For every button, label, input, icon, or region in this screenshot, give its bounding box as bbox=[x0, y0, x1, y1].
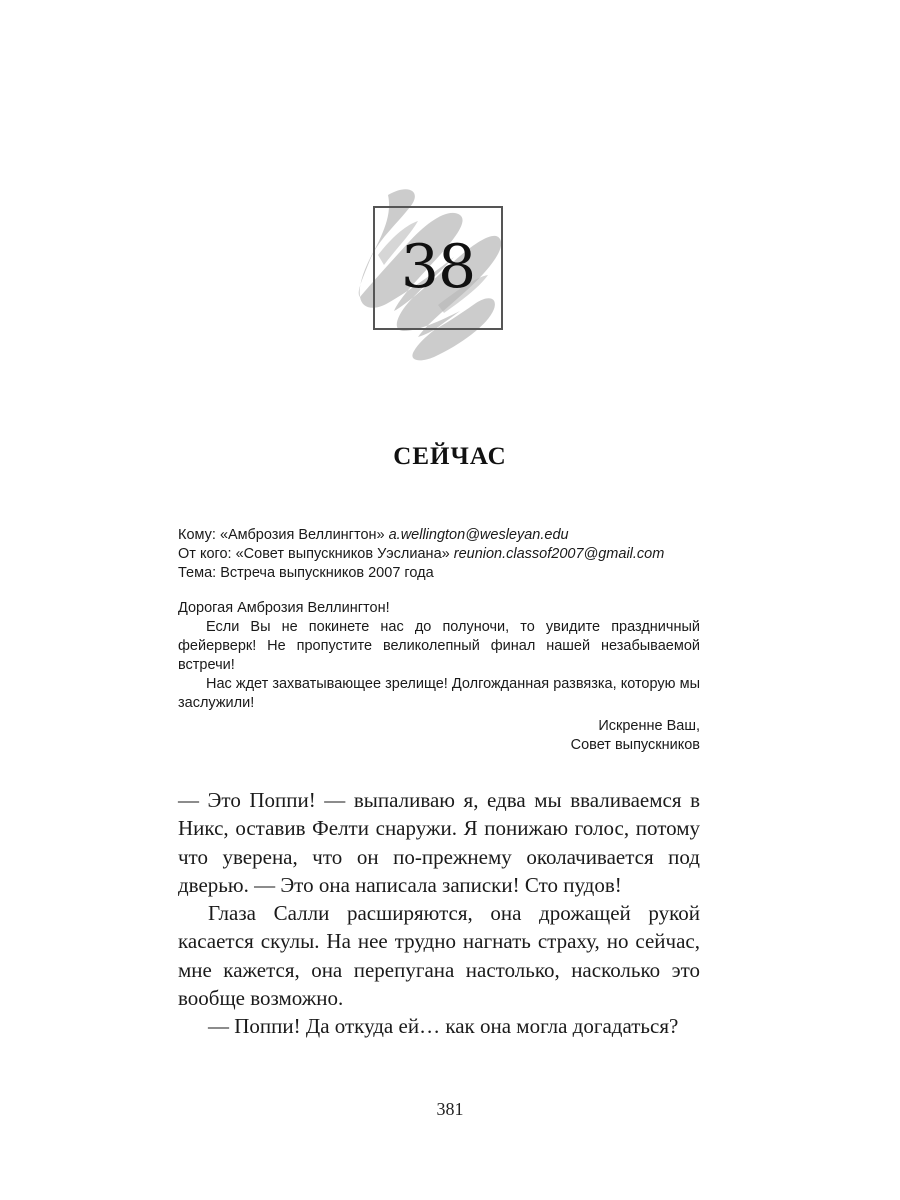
email-from-label: От кого: «Совет выпускников Уэслиана» bbox=[178, 546, 450, 562]
body-paragraph: Глаза Салли расширяются, она дрожащей рукой касается скулы. На нее трудно нагнать страху, но сейчас, мне кажется, она перепугана настолько, насколько это вообще возможно. bbox=[178, 901, 700, 1011]
chapter-title: СЕЙЧАС bbox=[393, 443, 507, 470]
page-number: 381 bbox=[436, 1099, 464, 1119]
body-paragraph: — Поппи! Да откуда ей… как она могла догадаться? bbox=[208, 1014, 679, 1039]
chapter-number: 38 bbox=[400, 232, 476, 302]
email-to-line bbox=[178, 526, 700, 545]
email-to-label: Кому: «Амброзия Веллингтон» bbox=[178, 527, 385, 543]
email-subject: Тема: Встреча выпускников 2007 года bbox=[178, 565, 434, 581]
body-text bbox=[178, 786, 700, 1041]
email-from-address: reunion.classof2007@gmail.com bbox=[453, 546, 665, 562]
email-paragraph: Если Вы не покинете нас до полуночи, то увидите праздничный фейерверк! Не пропустите великолепный финал нашей незабываемой встречи! bbox=[178, 619, 700, 673]
email-to-address: a.wellington@wesleyan.edu bbox=[388, 527, 569, 543]
email-greeting: Дорогая Амброзия Веллингтон! bbox=[178, 600, 390, 616]
email-block bbox=[178, 526, 700, 755]
email-from-line bbox=[178, 545, 700, 564]
email-signoff: Искренне Ваш, bbox=[598, 718, 700, 734]
email-paragraph: Нас ждет захватывающее зрелище! Долгожданная развязка, которую мы заслужили! bbox=[178, 676, 700, 711]
body-paragraph: — Это Поппи! — выпаливаю я, едва мы вваливаемся в Никс, оставив Фелти снаружи. Я понижаю голос, потому что уверена, что он по-прежнему околачивается под дверью. — Это она написала записки! Сто пудов! bbox=[178, 788, 700, 897]
email-signature: Совет выпускников bbox=[570, 737, 700, 753]
chapter-emblem bbox=[348, 185, 518, 365]
